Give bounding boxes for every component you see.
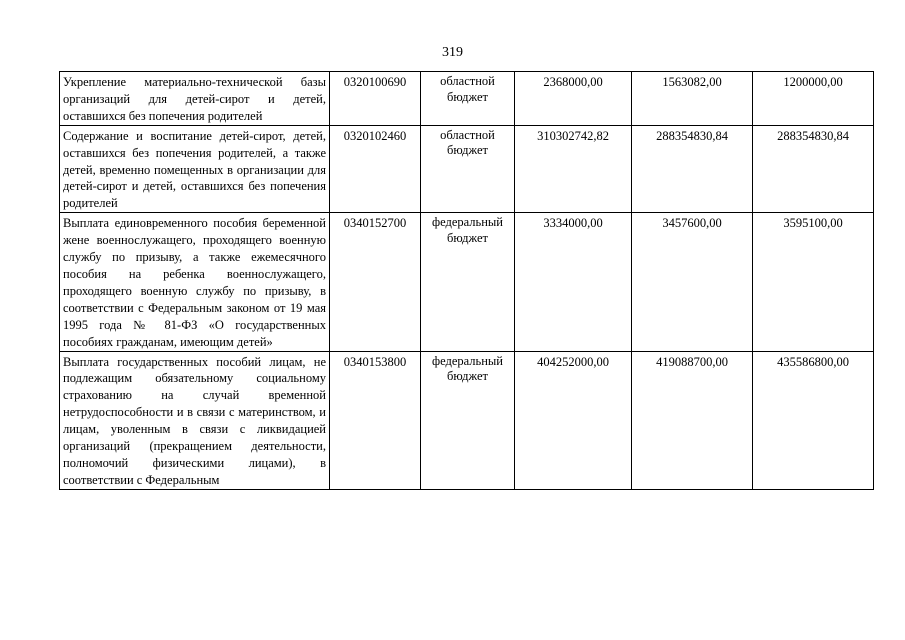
amount-1: 404252000,00 [515,351,632,489]
funding-source: федеральный бюджет [421,213,515,351]
budget-code: 0340152700 [330,213,421,351]
page-number: 319 [442,45,463,60]
amount-3: 288354830,84 [753,125,874,213]
amount-2: 1563082,00 [632,72,753,126]
funding-source: областной бюджет [421,72,515,126]
amount-2: 288354830,84 [632,125,753,213]
amount-1: 310302742,82 [515,125,632,213]
amount-1: 3334000,00 [515,213,632,351]
expense-name: Содержание и воспитание детей-сирот, детей, оставшихся без попечения родителей, а также детей, временно помещенных в организации для детей-сирот и детей, оставшихся без попечения родителей [60,125,330,213]
table-row [60,72,874,126]
expense-name: Укрепление материально-технической базы организаций для детей-сирот и детей, оставшихся без попечения родителей [60,72,330,126]
budget-code: 0320100690 [330,72,421,126]
amount-3: 435586800,00 [753,351,874,489]
amount-1: 2368000,00 [515,72,632,126]
expense-name: Выплата государственных пособий лицам, не подлежащим обязательному социальному страхованию на случай временной нетрудоспособности и в связи с материнством, и лицам, уволенным в связи с ликвидацией организаций (прекращением деятельности, полномочий физическими лицами), в соответствии с Федеральным [60,351,330,489]
budget-table [59,71,874,490]
table-row [60,213,874,351]
table-row [60,351,874,489]
budget-code: 0320102460 [330,125,421,213]
amount-2: 3457600,00 [632,213,753,351]
amount-2: 419088700,00 [632,351,753,489]
funding-source: федеральный бюджет [421,351,515,489]
table-row [60,125,874,213]
budget-code: 0340153800 [330,351,421,489]
amount-3: 1200000,00 [753,72,874,126]
expense-name: Выплата единовременного пособия беременной жене военнослужащего, проходящего военную службу по призыву, а также ежемесячного пособия на ребенка военнослужащего, проходящего военную службу по призыву, в соответствии с Федеральным законом от 19 мая 1995 года № 81-ФЗ «О государственных пособиях гражданам, имеющим детей» [60,213,330,351]
amount-3: 3595100,00 [753,213,874,351]
funding-source: областной бюджет [421,125,515,213]
